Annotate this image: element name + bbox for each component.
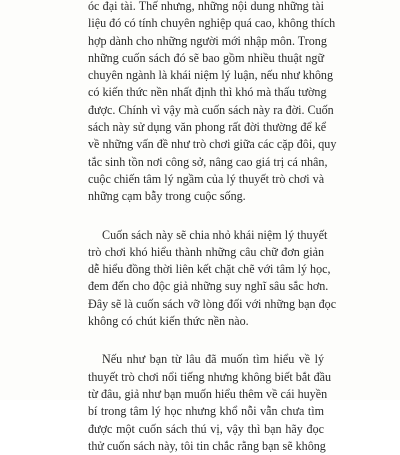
text-line: cuộc chiến tâm lý ngầm của lý thuyết trò chơi và [88, 171, 325, 186]
text-line: thử cuốn sách này, tôi tin chắc rằng bạn sẽ không [88, 438, 326, 453]
text-line: thuyết trò chơi nổi tiếng nhưng không biết bắt đầu [88, 369, 332, 384]
text-line: Đây sẽ là cuốn sách vỡ lòng đối với những bạn đọc [88, 296, 337, 311]
body-text [88, 0, 337, 455]
paragraph-1 [88, 0, 337, 206]
text-line: sách này sử dụng văn phong rất đời thường để kể [88, 120, 327, 135]
text-line: những cạm bẫy trong cuộc sống. [88, 189, 246, 204]
text-line: đem đến cho độc giả những suy nghĩ sâu sắc hơn. [88, 279, 329, 294]
text-line: không có chút kiến thức nền nào. [88, 314, 249, 329]
text-line: liệu đó có tính chuyên nghiệp quá cao, không thích [88, 16, 336, 31]
paragraph-gap [88, 206, 324, 227]
text-line: từ đâu, giả như bạn muốn hiểu thêm về cái huyền [88, 386, 328, 401]
text-line: Cuốn sách này sẽ chia nhỏ khái niệm lý thuyết [102, 227, 328, 242]
paragraph-gap [88, 330, 324, 351]
text-line: được. Chính vì vậy mà cuốn sách này ra đời. Cuốn [88, 102, 334, 117]
text-line: bí trong tâm lý học nhưng khổ nỗi vẫn chưa tìm [88, 404, 324, 419]
text-line: Nếu như bạn từ lâu đã muốn tìm hiểu về lý [102, 352, 324, 367]
paragraph-2 [88, 227, 337, 331]
text-line: óc đại tài. Thế nhưng, những nội dung những tài [88, 0, 324, 13]
paragraph-3 [88, 351, 332, 455]
text-line: được một cuốn sách thú vị, vậy thì bạn hãy đọc [88, 421, 324, 436]
text-line: những cuốn sách đó sẽ bao gồm nhiều thuật ngữ [88, 50, 324, 65]
text-line: chuyên ngành là khái niệm lý luận, nếu như không [88, 68, 334, 83]
text-line: có kiến thức nền nhất định thì khó mà thấu tường [88, 85, 327, 100]
text-line: về những vấn đề như trò chơi giữa các cặp đôi, quy [88, 137, 337, 152]
text-line: trò chơi khó hiểu thành những câu chữ đơn giản [88, 244, 324, 259]
text-line: hợp dành cho những người mới nhập môn. Trong [88, 33, 327, 48]
text-line: dễ hiểu đồng thời liên kết chặt chẽ với tâm lý học, [88, 262, 331, 277]
text-line: tắc sinh tồn nơi công sở, nâng cao giá trị cá nhân, [88, 154, 328, 169]
